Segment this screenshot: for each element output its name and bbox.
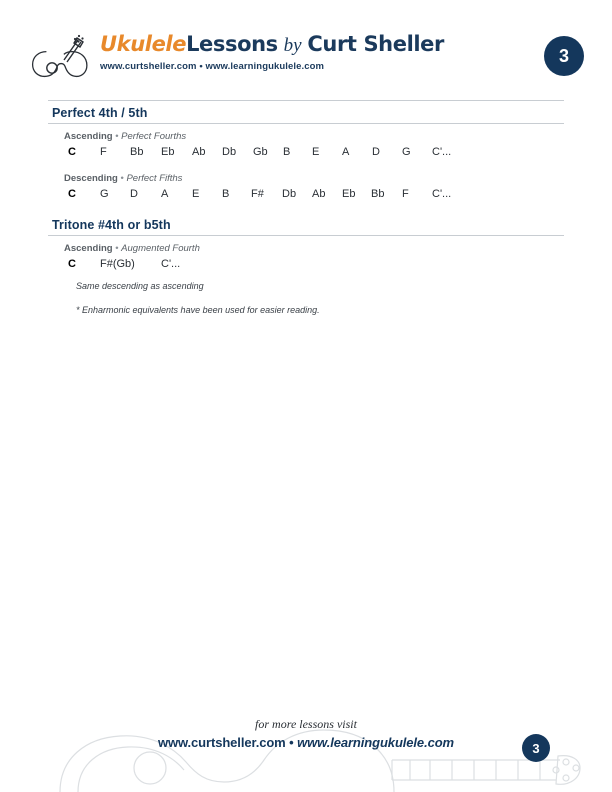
note-item: F#(Gb) (100, 258, 135, 270)
note-item: F (100, 146, 107, 158)
note-item: Db (222, 146, 237, 158)
group-interval-name: Augmented Fourth (121, 243, 200, 254)
section-tritone (48, 218, 568, 315)
note-item: D (372, 146, 380, 158)
note-item: C (68, 188, 76, 200)
note-item: G (100, 188, 109, 200)
brand-word-lessons: Lessons (186, 32, 278, 56)
section-title: Tritone #4th or b5th (52, 218, 171, 232)
group-direction-label: Descending (64, 173, 118, 184)
footer-links (0, 735, 612, 750)
note-row (48, 145, 568, 163)
ukulele-icon (30, 28, 92, 88)
section-title: Perfect 4th / 5th (52, 106, 148, 120)
note-item: G (402, 146, 411, 158)
group-separator: • (120, 173, 124, 184)
footnote: * Enharmonic equivalents have been used for easier reading. (76, 305, 320, 315)
group-direction-label: Ascending (64, 131, 113, 142)
note-item: B (222, 188, 230, 200)
same-descending-note: Same descending as ascending (76, 281, 204, 291)
footer-link-separator: • (289, 735, 294, 750)
note-item: C (68, 258, 76, 270)
note-item: C'... (432, 188, 452, 200)
group-subhead (64, 131, 568, 142)
group-interval-name: Perfect Fourths (121, 131, 187, 142)
footer-visit-label: for more lessons visit (255, 717, 357, 731)
note-item: A (161, 188, 169, 200)
note-item: Ab (192, 146, 206, 158)
note-item: B (283, 146, 291, 158)
group-separator: • (115, 131, 119, 142)
group-subhead (64, 243, 568, 254)
group-subhead (64, 173, 568, 184)
note-item: Gb (253, 146, 268, 158)
note-item: C'... (161, 258, 181, 270)
note-item: Ab (312, 188, 326, 200)
brand-title (100, 32, 444, 58)
brand-websites: www.curtsheller.com • www.learningukulele.com (100, 61, 325, 72)
footer-link-curtsheller[interactable]: www.curtsheller.com (157, 735, 286, 750)
note-item: D (130, 188, 138, 200)
note-item: Db (282, 188, 297, 200)
footer-link-learningukulele[interactable]: www.learningukulele.com (297, 735, 455, 750)
note-row (48, 187, 568, 205)
page-number-badge: 3 (544, 36, 584, 76)
page-header (0, 0, 612, 95)
brand-author: Curt Sheller (307, 32, 444, 56)
note-item: A (342, 146, 350, 158)
section-divider (48, 235, 564, 236)
note-item: Eb (161, 146, 175, 158)
note-row (48, 257, 568, 275)
note-item: C (68, 146, 76, 158)
note-item: E (192, 188, 200, 200)
brand-block (100, 32, 444, 72)
header-divider (48, 100, 564, 101)
note-item: F (402, 188, 409, 200)
group-interval-name: Perfect Fifths (126, 173, 183, 184)
group-direction-label: Ascending (64, 243, 113, 254)
group-separator: • (115, 243, 119, 254)
note-item: F# (251, 188, 264, 200)
footer-page-badge: 3 (522, 734, 550, 762)
section-perfect-4th-5th (48, 106, 568, 205)
note-item: Bb (130, 146, 144, 158)
footer-text (0, 717, 612, 750)
page-content (48, 106, 568, 315)
brand-word-ukulele: Ukulele (100, 32, 187, 56)
note-item: Eb (342, 188, 356, 200)
note-item: Bb (371, 188, 385, 200)
brand-word-by: by (283, 35, 302, 56)
note-item: E (312, 146, 320, 158)
note-item: C'... (432, 146, 452, 158)
section-divider (48, 123, 564, 124)
